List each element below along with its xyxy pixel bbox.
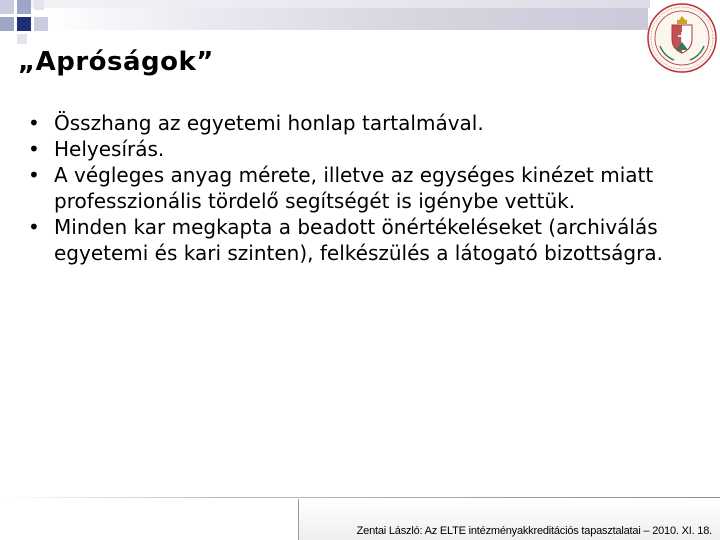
list-item [24,214,684,266]
university-seal-icon [646,2,718,74]
header-band-upper [30,0,650,8]
footer-divider [0,497,720,498]
bullet-dot: • [28,111,40,135]
bullet-text: Összhang az egyetemi honlap tartalmával. [54,111,484,135]
list-item [24,136,684,162]
bullet-text: A végleges anyag mérete, illetve az egységes kinézet miatt professzionális tördelő segítségét is igénybe vettük. [54,163,654,213]
bullet-dot: • [28,137,40,161]
list-item [24,110,684,136]
footer-text: Zentai László: Az ELTE intézményakkreditációs tapasztalatai – 2010. XI. 18. [356,525,712,537]
slide-title: „Apróságok” [18,47,214,77]
list-item [24,162,684,214]
bullet-text: Minden kar megkapta a beadott önértékeléseket (archiválás egyetemi és kari szinten), felkészülés a látogató bizottságra. [54,215,663,265]
corner-squares-icon [0,0,60,50]
bullet-dot: • [28,215,40,239]
bullet-list [24,110,684,266]
bullet-dot: • [28,163,40,187]
bullet-text: Helyesírás. [54,137,165,161]
header-band [48,8,648,30]
